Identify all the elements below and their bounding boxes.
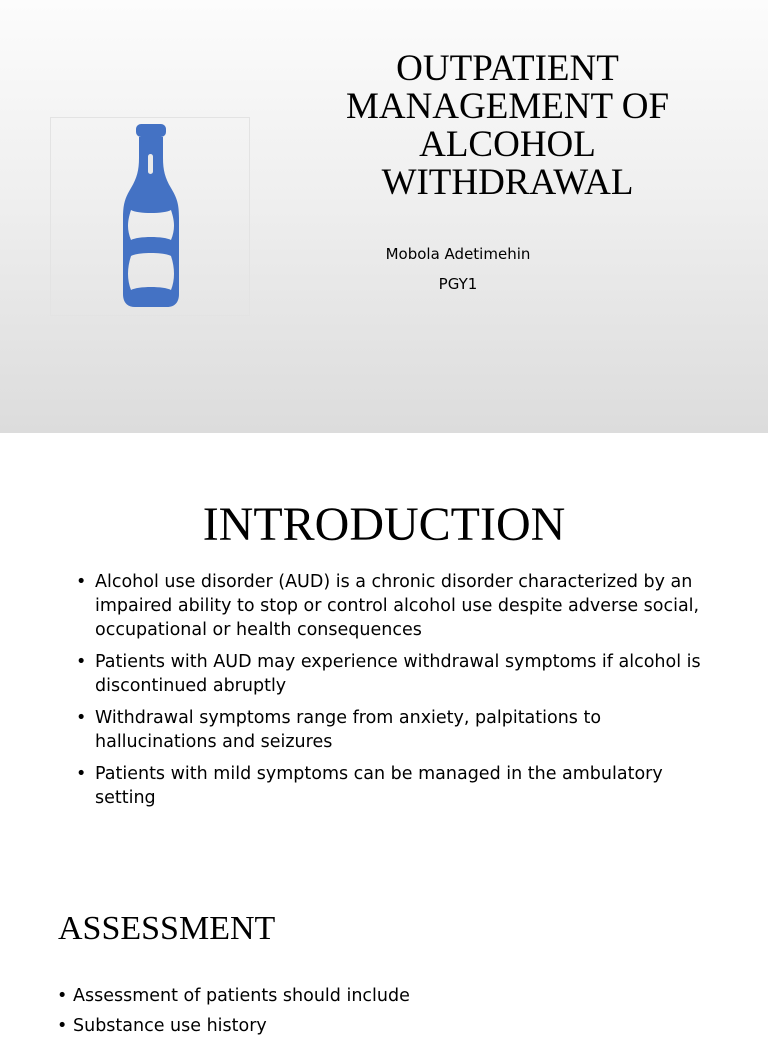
bullet-text: Patients with AUD may experience withdrawal symptoms if alcohol is discontinued abruptly [95, 652, 701, 696]
title-slide [0, 0, 768, 433]
bullet-text: Withdrawal symptoms range from anxiety, palpitations to hallucinations and seizures [95, 708, 602, 752]
introduction-heading: INTRODUCTION [202, 498, 566, 551]
author-name: Mobola Adetimehin [385, 245, 531, 263]
bullet-icon: • [76, 708, 87, 728]
list-item [72, 650, 712, 698]
bottle-icon [51, 118, 251, 317]
bullet-icon: • [57, 986, 68, 1006]
presentation-title: OUTPATIENT MANAGEMENT OF ALCOHOL WITHDRAWAL [345, 48, 670, 203]
bullet-text: Substance use history [73, 1016, 267, 1036]
bullet-icon: • [76, 652, 87, 672]
bullet-icon: • [57, 1016, 68, 1036]
list-item [72, 570, 712, 642]
author-role: PGY1 [438, 275, 478, 293]
assessment-heading: ASSESSMENT [58, 910, 276, 947]
bottle-image-frame [50, 117, 250, 316]
list-item [55, 1014, 735, 1038]
list-item [72, 706, 712, 754]
assessment-bullet-list [55, 984, 735, 1044]
assessment-slide [0, 863, 768, 1036]
list-item [72, 762, 712, 810]
list-item [55, 984, 735, 1008]
bullet-icon: • [76, 764, 87, 784]
introduction-slide [0, 433, 768, 863]
introduction-bullet-list [72, 570, 712, 818]
bullet-text: Patients with mild symptoms can be managed in the ambulatory setting [95, 764, 663, 808]
bullet-icon: • [76, 572, 87, 592]
bullet-text: Assessment of patients should include [73, 986, 410, 1006]
bullet-text: Alcohol use disorder (AUD) is a chronic disorder characterized by an impaired ability to stop or control alcohol use despite adverse social, occupational or health consequences [95, 572, 700, 640]
